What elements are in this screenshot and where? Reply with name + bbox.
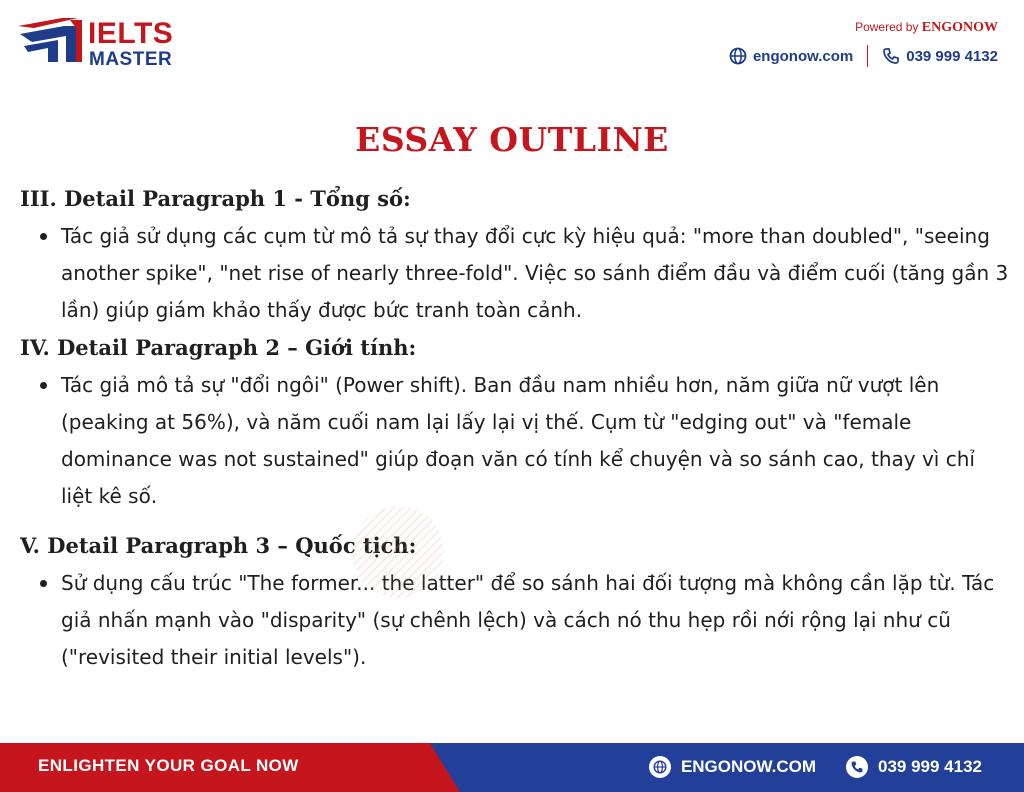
section-bullet-3 (20, 218, 1010, 329)
footer-phone-text: 039 999 4132 (878, 757, 982, 776)
header-phone[interactable] (882, 47, 998, 65)
bullet-dot-icon (40, 580, 47, 587)
header-website-text: engonow.com (752, 47, 854, 65)
footer-website-text: ENGONOW.COM (680, 757, 816, 776)
logo-mark-icon (18, 18, 86, 68)
logo-text-master: MASTER (89, 49, 173, 70)
powered-by (855, 20, 998, 36)
footer-bar (0, 743, 1024, 792)
footer-slogan: ENLIGHTEN YOUR GOAL NOW (38, 756, 299, 775)
section-heading-4: IV. Detail Paragraph 2 – Giới tính: (20, 335, 417, 360)
powered-by-brand: ENGONOW (921, 20, 998, 35)
header-contact (729, 46, 998, 66)
bullet-dot-icon (40, 233, 47, 240)
header-phone-text: 039 999 4132 (906, 47, 998, 65)
footer-phone[interactable] (846, 756, 982, 778)
globe-icon (729, 47, 747, 65)
section-bullet-4 (20, 367, 1010, 515)
section-heading-5: V. Detail Paragraph 3 – Quốc tịch: (20, 533, 417, 558)
section-heading-3: III. Detail Paragraph 1 - Tổng số: (20, 186, 411, 211)
page-title: ESSAY OUTLINE (355, 120, 669, 159)
header-website[interactable] (729, 47, 853, 65)
phone-icon (846, 756, 868, 778)
footer-contact (649, 756, 982, 778)
phone-icon (882, 47, 900, 65)
section-bullet-text-4: Tác giả mô tả sự "đổi ngôi" (Power shift). Ban đầu nam nhiều hơn, năm giữa nữ vượt lên (peaking at 56%), và năm cuối nam lại lấy lại vị thế. Cụm từ "edging out" và "female dominance was not sustained" giúp đoạn văn có tính kể chuyện và so sánh cao, thay vì chỉ liệt kê số. (61, 373, 975, 508)
globe-icon (649, 756, 671, 778)
header-divider (867, 45, 868, 67)
section-bullet-text-5: Sử dụng cấu trúc "The former... the latter" để so sánh hai đối tượng mà không cần lặp từ. Tác giả nhấn mạnh vào "disparity" (sự chênh lệch) và cách nó thu hẹp rồi nới rộng lại như cũ ("revisited their initial levels"). (61, 571, 995, 669)
watermark-logo (352, 506, 444, 598)
bullet-dot-icon (40, 382, 47, 389)
ielts-master-logo (18, 14, 188, 74)
logo-text-ielts: IELTS (88, 17, 174, 50)
section-bullet-5 (20, 565, 1010, 676)
outline-content (20, 182, 1010, 676)
footer-website[interactable] (649, 756, 816, 778)
powered-by-prefix: Powered by (855, 20, 922, 34)
section-bullet-text-3: Tác giả sử dụng các cụm từ mô tả sự thay đổi cực kỳ hiệu quả: "more than doubled", "seeing another spike", "net rise of nearly three-fold". Việc so sánh điểm đầu và điểm cuối (tăng gần 3 lần) giúp giám khảo thấy được bức tranh toàn cảnh. (61, 224, 1009, 322)
